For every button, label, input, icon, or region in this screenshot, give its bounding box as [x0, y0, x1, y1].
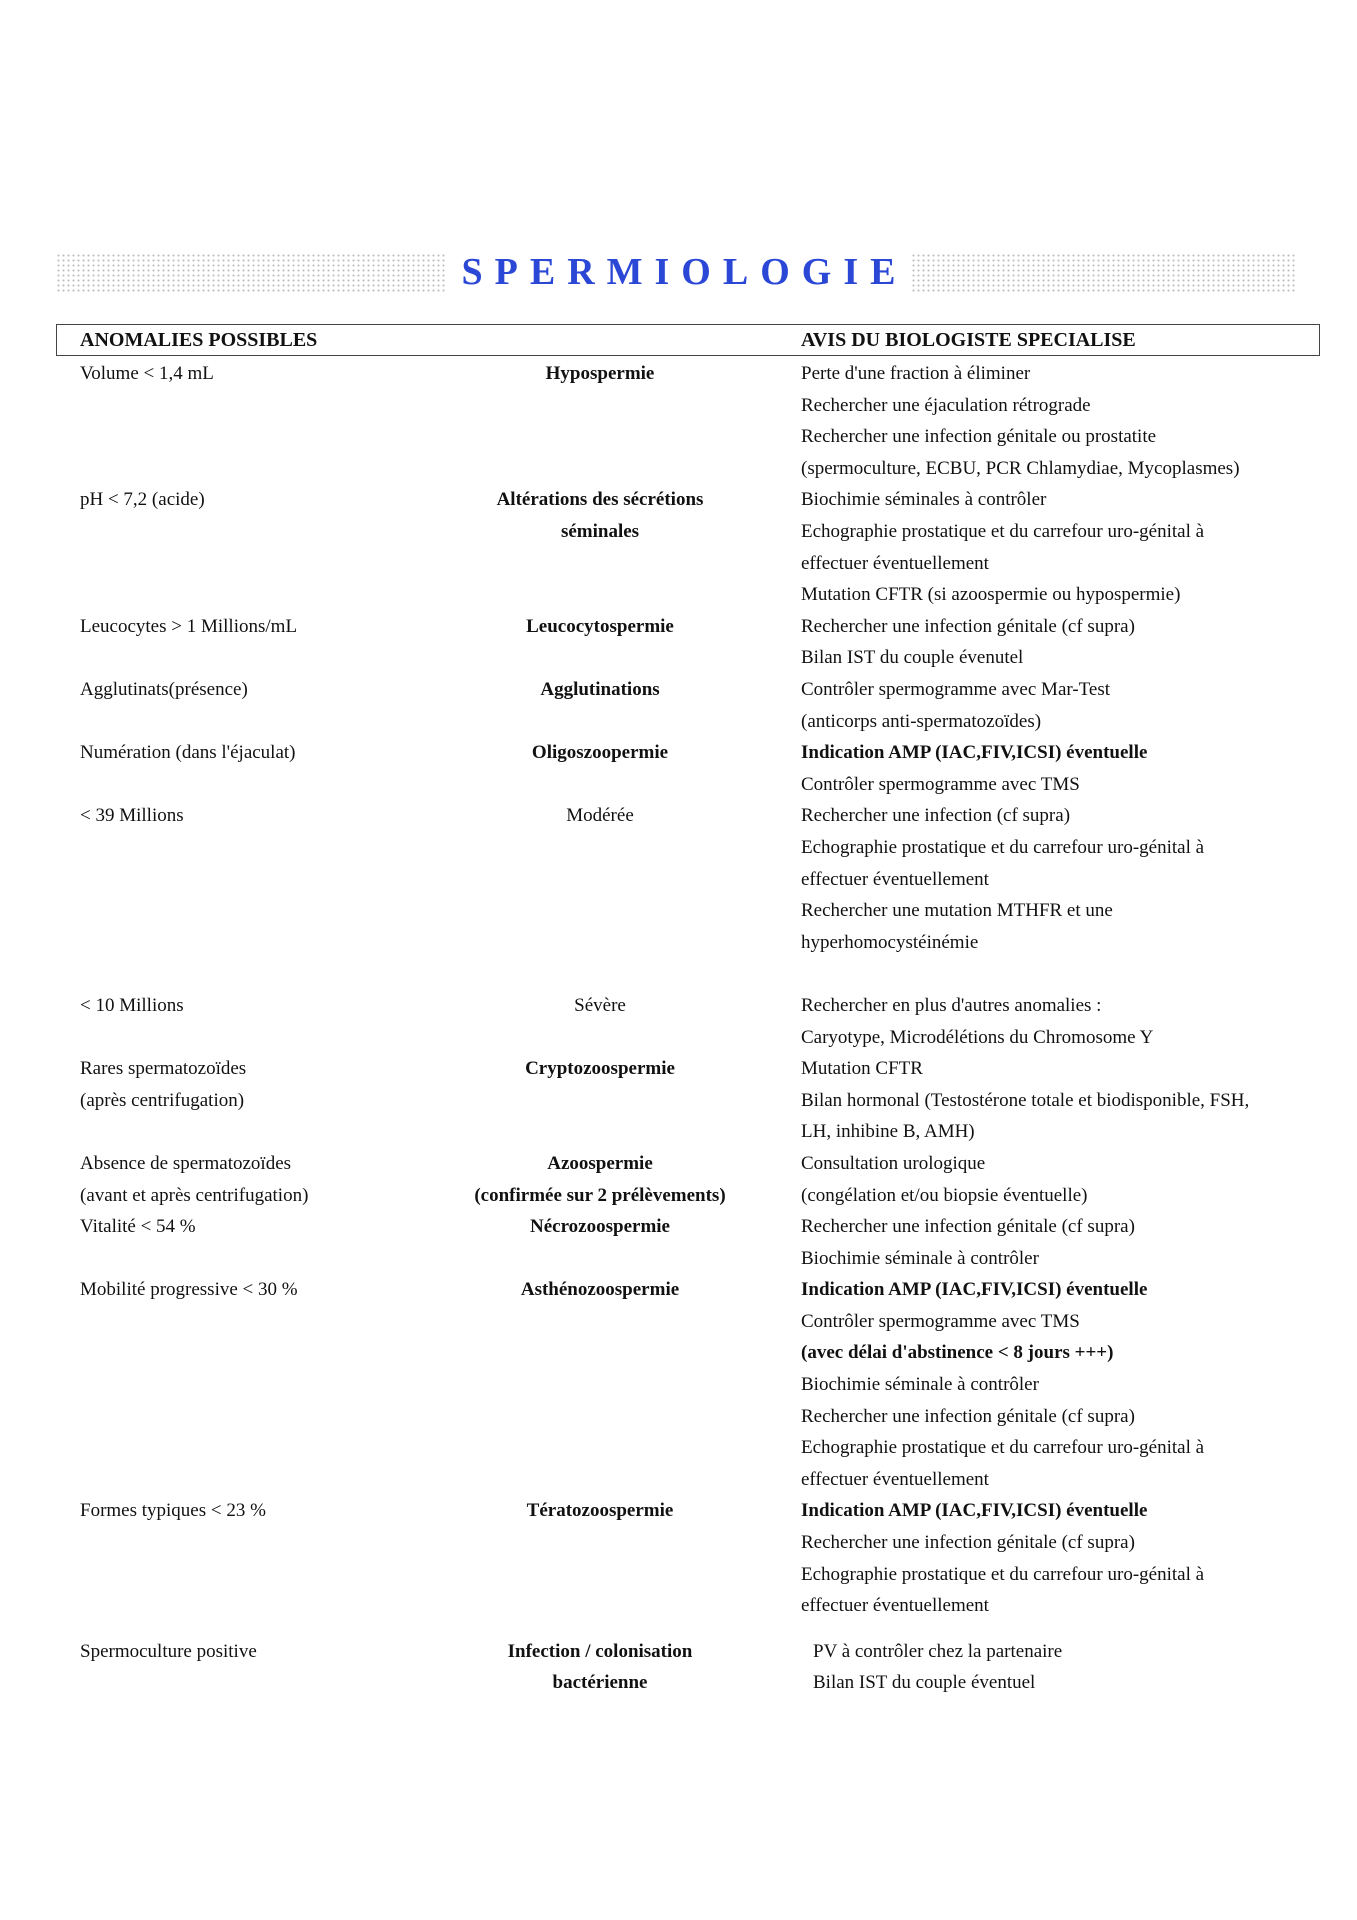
advice-cell: [801, 1053, 1321, 1148]
advice-text: PV à contrôler chez la partenaire: [813, 1640, 1063, 1662]
diagnosis-text: Asthénozoospermie: [520, 1279, 680, 1301]
advice-cell: [801, 1148, 1321, 1211]
advice-cell: [801, 1495, 1321, 1621]
advice-text: Echographie prostatique et du carrefour uro-génital à: [801, 836, 1205, 858]
anomaly-cell: [80, 674, 480, 706]
diagnosis-cell: [450, 1148, 750, 1211]
anomaly-text: Spermoculture positive: [80, 1640, 257, 1662]
anomaly-cell: [80, 1211, 480, 1243]
anomaly-text: Volume < 1,4 mL: [80, 363, 214, 384]
advice-cell: [801, 737, 1321, 800]
advice-text: Rechercher une infection génitale (cf supra): [801, 1405, 1135, 1427]
table-body: [0, 358, 1357, 1713]
advice-text: Rechercher une mutation MTHFR et une: [801, 900, 1113, 922]
table-row: [0, 1211, 1357, 1274]
anomaly-text: Absence de spermatozoïdes: [80, 1152, 292, 1174]
diagnosis-cell: [450, 990, 750, 1022]
header-anomalies: ANOMALIES POSSIBLES: [80, 329, 318, 351]
anomaly-cell: [80, 484, 480, 516]
diagnosis-cell: [450, 1211, 750, 1243]
diagnosis-cell: [450, 484, 750, 547]
advice-text: Caryotype, Microdélétions du Chromosome Y: [801, 1026, 1154, 1048]
advice-text: Mutation CFTR (si azoospermie ou hypospermie): [801, 584, 1181, 606]
diagnosis-text: Nécrozoospermie: [530, 1216, 670, 1238]
advice-cell: [801, 674, 1321, 737]
advice-cell: [813, 1636, 1333, 1699]
advice-cell: [801, 800, 1321, 990]
diagnosis-cell: [450, 1053, 750, 1085]
anomaly-cell: [80, 990, 480, 1022]
table-row: [0, 1148, 1357, 1211]
advice-text: Mutation CFTR: [801, 1058, 923, 1080]
header-avis: AVIS DU BIOLOGISTE SPECIALISE: [801, 329, 1136, 351]
anomaly-text: Agglutinats(présence): [80, 678, 248, 700]
diagnosis-text: (confirmée sur 2 prélèvements): [474, 1184, 726, 1206]
anomaly-text: < 10 Millions: [80, 994, 184, 1016]
anomaly-cell: [80, 1495, 480, 1527]
anomaly-text: < 39 Millions: [80, 805, 184, 827]
diagnosis-text: Modérée: [566, 805, 634, 827]
diagnosis-cell: [450, 800, 750, 832]
table-row: [0, 1495, 1357, 1621]
anomaly-text: Leucocytes > 1 Millions/mL: [80, 615, 298, 637]
diagnosis-text: Altérations des sécrétions: [496, 489, 704, 511]
anomaly-cell: [80, 1053, 480, 1116]
advice-text: Rechercher en plus d'autres anomalies :: [801, 994, 1102, 1016]
diagnosis-text: bactérienne: [552, 1672, 648, 1694]
advice-text: Consultation urologique: [801, 1152, 986, 1174]
diagnosis-cell: [450, 1495, 750, 1527]
advice-cell: [801, 611, 1321, 674]
anomaly-text: pH < 7,2 (acide): [80, 489, 205, 511]
diagnosis-text: Sévère: [574, 994, 626, 1016]
diagnosis-text: Oligoszoopermie: [531, 742, 669, 764]
advice-text: Rechercher une infection génitale (cf supra): [801, 1532, 1135, 1554]
advice-text: Rechercher une infection génitale (cf supra): [801, 1216, 1135, 1238]
advice-text: effectuer éventuellement: [801, 868, 989, 890]
anomaly-cell: [80, 737, 480, 769]
anomaly-text: Vitalité < 54 %: [80, 1216, 196, 1238]
advice-text: (avec délai d'abstinence < 8 jours +++): [801, 1342, 1114, 1364]
advice-cell: [801, 484, 1321, 610]
diagnosis-text: Leucocytospermie: [526, 615, 674, 637]
advice-text: Indication AMP (IAC,FIV,ICSI) éventuelle: [801, 1279, 1148, 1301]
advice-text: (anticorps anti-spermatozoïdes): [801, 710, 1042, 732]
diagnosis-text: Cryptozoospermie: [525, 1058, 675, 1080]
table-row: [0, 674, 1357, 737]
diagnosis-text: Infection / colonisation: [507, 1640, 693, 1662]
diagnosis-cell: [450, 674, 750, 706]
table-row: [0, 611, 1357, 674]
table-row: [0, 484, 1357, 610]
anomaly-text: Rares spermatozoïdes: [80, 1058, 247, 1080]
page-title: SPERMIOLOGIE: [0, 254, 1357, 290]
advice-text: Contrôler spermogramme avec Mar-Test: [801, 678, 1111, 700]
advice-text: [801, 958, 1321, 990]
advice-text: Perte d'une fraction à éliminer: [801, 363, 1031, 384]
anomaly-cell: [80, 1148, 480, 1211]
diagnosis-cell: [450, 1636, 750, 1699]
table-row: [0, 1636, 1357, 1713]
advice-text: hyperhomocystéinémie: [801, 931, 979, 953]
advice-text: Biochimie séminales à contrôler: [801, 489, 1047, 511]
advice-text: Bilan IST du couple éventuel: [813, 1672, 1036, 1694]
diagnosis-cell: [450, 358, 750, 390]
advice-text: Echographie prostatique et du carrefour uro-génital à: [801, 520, 1205, 542]
anomaly-text: Numération (dans l'éjaculat): [80, 742, 296, 764]
anomaly-cell: [80, 611, 480, 643]
advice-text: effectuer éventuellement: [801, 1468, 989, 1490]
advice-text: Biochimie séminale à contrôler: [801, 1374, 1039, 1396]
anomaly-cell: [80, 1636, 480, 1668]
advice-text: Rechercher une éjaculation rétrograde: [801, 394, 1091, 416]
diagnosis-text: Azoospermie: [547, 1152, 653, 1174]
advice-text: Indication AMP (IAC,FIV,ICSI) éventuelle: [801, 1500, 1148, 1522]
table-row: [0, 1053, 1357, 1148]
table-row: [0, 358, 1357, 484]
diagnosis-cell: [450, 737, 750, 769]
advice-text: Rechercher une infection (cf supra): [801, 805, 1071, 827]
advice-text: Contrôler spermogramme avec TMS: [801, 1310, 1080, 1332]
advice-text: Contrôler spermogramme avec TMS: [801, 773, 1080, 795]
table-row: [0, 990, 1357, 1053]
advice-text: Echographie prostatique et du carrefour uro-génital à: [801, 1563, 1205, 1585]
advice-text: LH, inhibine B, AMH): [801, 1121, 975, 1143]
advice-text: effectuer éventuellement: [801, 1595, 989, 1617]
advice-text: effectuer éventuellement: [801, 552, 989, 574]
advice-text: Rechercher une infection génitale ou prostatite: [801, 426, 1157, 448]
diagnosis-text: Tératozoospermie: [526, 1500, 674, 1522]
anomaly-cell: [80, 800, 480, 832]
diagnosis-text: Hypospermie: [545, 363, 655, 384]
table-row: [0, 737, 1357, 800]
advice-text: Biochimie séminale à contrôler: [801, 1247, 1039, 1269]
anomaly-text: (avant et après centrifugation): [80, 1184, 309, 1206]
anomaly-cell: [80, 1274, 480, 1306]
advice-text: Rechercher une infection génitale (cf supra): [801, 615, 1135, 637]
anomaly-text: (après centrifugation): [80, 1089, 245, 1111]
advice-text: (spermoculture, ECBU, PCR Chlamydiae, Mycoplasmes): [801, 457, 1240, 479]
diagnosis-cell: [450, 1274, 750, 1306]
anomaly-text: Mobilité progressive < 30 %: [80, 1279, 298, 1301]
advice-cell: [801, 990, 1321, 1053]
advice-text: Echographie prostatique et du carrefour uro-génital à: [801, 1437, 1205, 1459]
advice-text: Bilan hormonal (Testostérone totale et biodisponible, FSH,: [801, 1089, 1250, 1111]
advice-text: (congélation et/ou biopsie éventuelle): [801, 1184, 1088, 1206]
diagnosis-cell: [450, 611, 750, 643]
advice-cell: [801, 358, 1321, 484]
advice-text: Indication AMP (IAC,FIV,ICSI) éventuelle: [801, 742, 1148, 764]
table-row: [0, 800, 1357, 990]
advice-cell: [801, 1274, 1321, 1495]
diagnosis-text: séminales: [560, 520, 640, 542]
anomaly-cell: [80, 358, 480, 390]
anomaly-text: Formes typiques < 23 %: [80, 1500, 266, 1522]
table-row: [0, 1274, 1357, 1495]
advice-cell: [801, 1211, 1321, 1274]
advice-text: Bilan IST du couple évenutel: [801, 647, 1024, 669]
diagnosis-text: Agglutinations: [540, 678, 660, 700]
